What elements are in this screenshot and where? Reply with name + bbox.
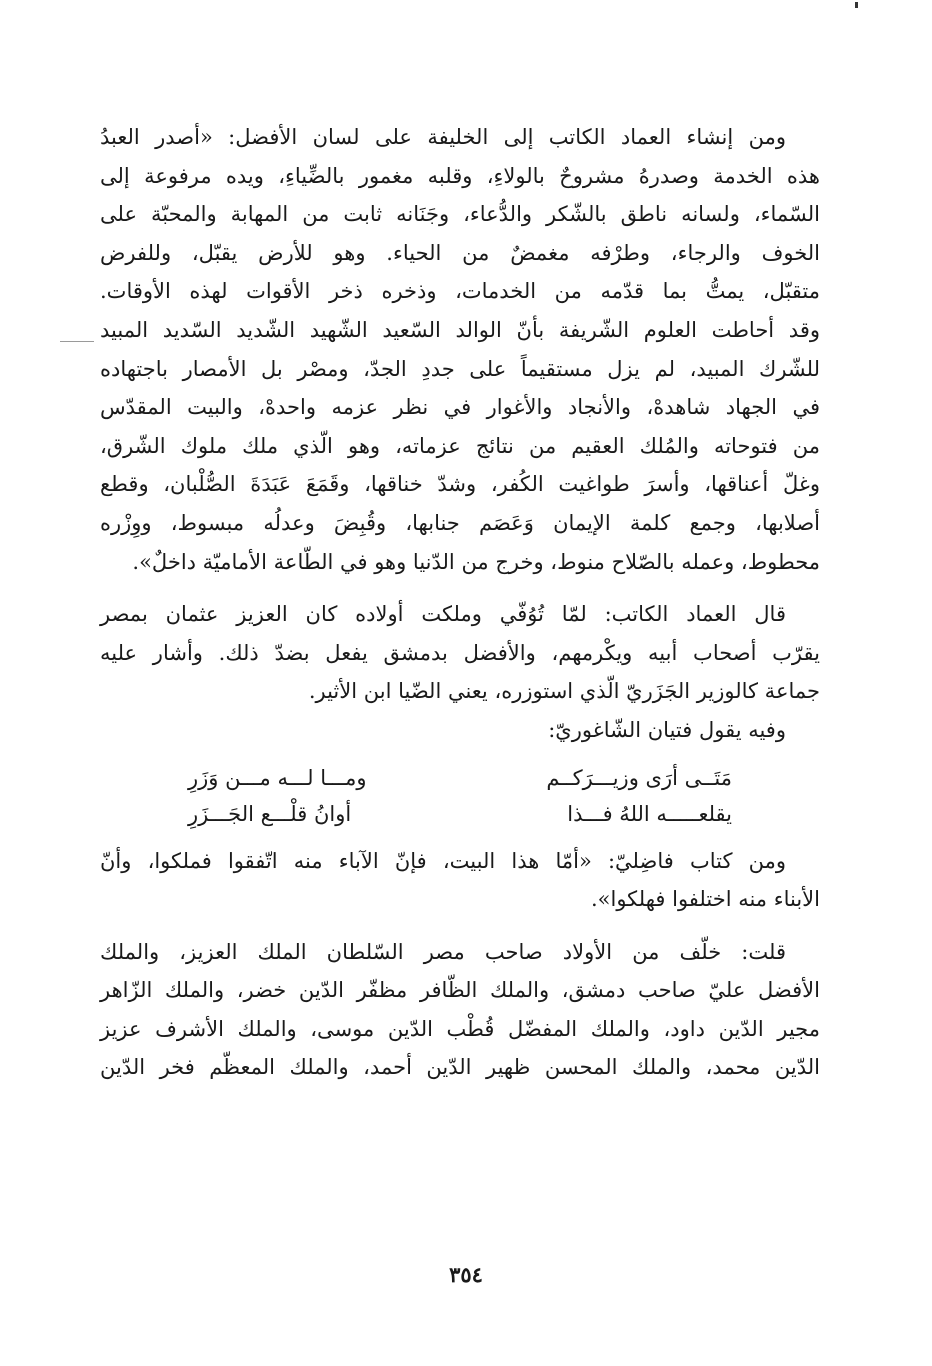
text-line: متقبّل، يمتُّ بما قدّمه من الخدمات، وذخره ذخر الأقوات لهذه الأوقات. [100, 279, 820, 304]
text-line: محطوط، وعمله بالصّلاح منوط، وخرج من الدّنيا وهو في الطّاعة الأماميّة داخلٌ». [132, 549, 820, 574]
text-line: ومن كتاب فاضِليّ: «أمّا هذا البيت، فإنّ الآباء منه اتّفقوا فملكوا، وأنّ [100, 848, 786, 873]
poem [100, 760, 820, 832]
text-line: قال العماد الكاتب: لمّا تُوُفّي وملكت أولاده كان العزيز عثمان بمصر [100, 602, 786, 627]
page-number: ٣٥٤ [449, 1262, 483, 1287]
text-line: للشّرك المبيد، لم يزل مستقيماً على جددِ الجدّ، ومصْر بل الأمصار باجتهاده [100, 356, 820, 381]
paragraph-fadili [100, 842, 820, 919]
poem-verse [100, 760, 820, 796]
verse-second-hemistich: ومـــا لـــه مـــن وَزَرِ [188, 765, 367, 790]
text-line: يقرّب أصحاب أبيه ويكْرمهم، والأفضل بدمشق يفعل بضدّ ذلك. وأشار عليه [100, 640, 820, 665]
text-line: جماعة كالوزير الجَزَريّ الّذي استوزره، يعني الضّيا ابن الأثير. [308, 679, 820, 704]
text-line: وفيه يقول فتيان الشّاغوريّ: [548, 717, 786, 742]
verse-first-hemistich: يقلعـــــه اللهُ فـــذا [567, 801, 732, 826]
verse-second-hemistich: أوانُ قلْـــع الجَـــزَرِ [188, 801, 352, 826]
verse-first-hemistich: مَتَــى أرَى وزيـــرَكــم [546, 765, 732, 790]
text-line: وغلّ أعناقها، وأسرَ طواغيت الكُفر، وشدّ خناقها، وقَمَعَ عَبَدَةَ الصُّلْبان، وقطع [100, 472, 820, 497]
text-line: الدّين محمد، والملك المحسن ظهير الدّين أحمد، والملك المعظّم فخر الدّين [100, 1055, 820, 1080]
text-line: قلت: خلّف من الأولاد صاحب مصر السّلطان الملك العزيز، والملك [100, 939, 786, 964]
paragraph-letter [100, 118, 820, 581]
text-line: مجير الدّين داود، والملك المفضّل قُطْب الدّين موسى، والملك الأشرف عزيز [100, 1016, 820, 1041]
text-line: هذه الخدمة وصدرهُ مشروحٌ بالولاءِ، وقلبه مغمور بالضِّياءِ، ويده مرفوعة إلى [100, 163, 820, 188]
text-line: ومن إنشاء العماد الكاتب إلى الخليفة على لسان الأفضل: «أصدر العبدُ [100, 125, 786, 149]
paragraph-imad [100, 595, 820, 749]
text-line: الأفضل عليّ صاحب دمشق، والملك الظّافر مظفّر الدّين خضر، والملك الزّاهر [100, 978, 820, 1003]
text-line: في الجهاد شاهدهْ، والأنجاد والأغوار في نظر عزمه واحدهْ، والبيت المقدّس [100, 395, 820, 420]
page-body [100, 118, 820, 1087]
text-line: الأبناء منه اختلفوا فهلكوا». [590, 887, 820, 912]
text-line: السّماء، ولسانه ناطق بالشّكر والدُّعاء، وجَنَانه ثابت من المهابة والمحبّة على [100, 202, 820, 227]
text-line: من فتوحاته والمُلك العقيم من نتائج عزماته، وهو الّذي ملك ملوك الشّرق، [100, 433, 820, 458]
text-line: وقد أحاطت العلوم الشّريفة بأنّ الوالد السّعيد الشّهيد الشّديد السّديد المبيد [100, 317, 820, 342]
text-line: الخوف والرجاء، وطرْفه مغمضٌ من الحياء. وهو للأرض يقبّل، وللفرض [100, 240, 820, 265]
text-line: أصلابها، وجمع كلمة الإيمان وَعَصَم جنابها، وقُبِضَ وعدلُه مبسوط، ووِزْره [100, 510, 820, 535]
margin-mark [60, 341, 94, 342]
paragraph-sons [100, 933, 820, 1087]
corner-mark [855, 2, 858, 8]
poem-verse [100, 796, 820, 832]
